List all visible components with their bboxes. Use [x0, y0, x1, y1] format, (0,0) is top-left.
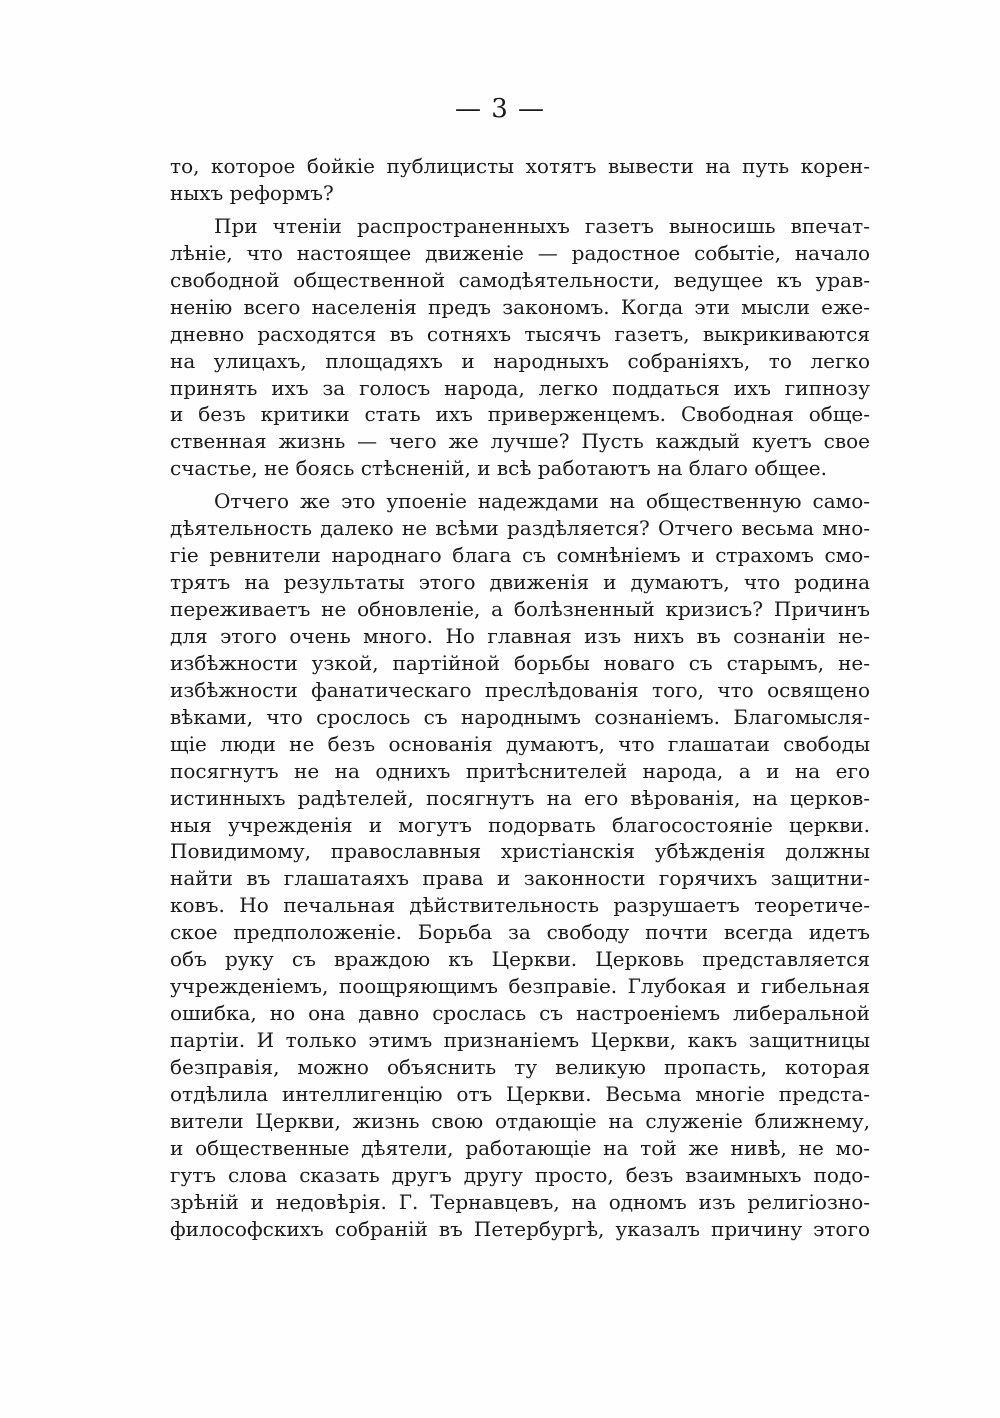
- text-line: то, которое бойкіе публицисты хотятъ вывести на путь корен-: [170, 154, 870, 178]
- text-line: на улицахъ, площадяхъ и народныхъ собраніяхъ, то легко: [170, 348, 870, 373]
- body-text: [170, 153, 870, 1243]
- text-line: вители Церкви, жизнь свою отдающіе на служеніе ближнему,: [170, 1108, 870, 1133]
- text-line: ныхъ реформъ?: [170, 180, 334, 205]
- text-line: партіи. И только этимъ признаніемъ Церкви, какъ защитницы: [170, 1028, 870, 1052]
- text-line: ковъ. Но печальная дѣйствительность разрушаетъ теоретиче-: [170, 893, 870, 918]
- text-line: свободной общественной самодѣятельности, ведущее къ урав-: [170, 267, 870, 292]
- text-line: вѣками, что срослось съ народнымъ сознаніемъ. Благомысля-: [170, 704, 870, 729]
- text-line: зрѣній и недовѣрія. Г. Тернавцевъ, на одномъ изъ религіозно-: [170, 1189, 870, 1214]
- text-line: истинныхъ радѣтелей, посягнутъ на его вѣрованія, на церков-: [170, 785, 870, 810]
- text-line: объ руку съ враждою къ Церкви. Церковь представляется: [170, 947, 870, 972]
- text-line: переживаетъ не обновленіе, а болѣзненный кризисъ? Причинъ: [170, 597, 870, 621]
- text-line: дѣятельность далеко не всѣми раздѣляется? Отчего весьма мно-: [170, 516, 870, 541]
- text-line: гіе ревнители народнаго блага съ сомнѣніемъ и страхомъ смо-: [170, 543, 870, 568]
- text-line: отдѣлила интеллигенцію отъ Церкви. Весьма многіе предста-: [170, 1081, 870, 1106]
- text-line: философскихъ собраній въ Петербургѣ, указалъ причину этого: [170, 1216, 870, 1241]
- text-line: для этого очень много. Но главная изъ нихъ въ сознаніи не-: [170, 623, 870, 648]
- text-line: избѣжности узкой, партійной борьбы новаго съ старымъ, не-: [170, 650, 870, 675]
- text-line: и безъ критики стать ихъ приверженцемъ. Свободная обще-: [170, 402, 870, 427]
- text-line: ское предположеніе. Борьба за свободу почти всегда идетъ: [170, 920, 870, 945]
- text-line: ненію всего населенія предъ закономъ. Когда эти мысли еже-: [170, 294, 870, 319]
- text-line: щіе люди не безъ основанія думаютъ, что глашатаи свободы: [170, 731, 870, 756]
- text-line: принять ихъ за голосъ народа, легко поддаться ихъ гипнозу: [170, 375, 870, 400]
- page-number: — 3 —: [454, 94, 546, 124]
- text-line: счастье, не боясь стѣсненій, и всѣ работаютъ на благо общее.: [170, 456, 827, 481]
- text-line: гутъ слова сказать другъ другу просто, безъ взаимныхъ подо-: [170, 1162, 870, 1187]
- text-line: ственная жизнь — чего же лучше? Пусть каждый куетъ свое: [170, 429, 870, 454]
- text-line: При чтеніи распространенныхъ газетъ выносишь впечат-: [214, 213, 870, 238]
- text-line: Отчего же это упоеніе надеждами на общественную само-: [214, 489, 870, 514]
- text-line: ошибка, но она давно срослась съ настроеніемъ либеральной: [170, 1001, 870, 1026]
- text-line: и общественные дѣятели, работающіе на той же нивѣ, не мо-: [170, 1135, 870, 1160]
- text-line: Повидимому, православныя христіанскія убѣжденія должны: [170, 839, 870, 864]
- text-line: дневно расходятся въ сотняхъ тысячъ газетъ, выкрикиваются: [170, 321, 870, 346]
- text-line: учрежденіемъ, поощряющимъ безправіе. Глубокая и гибельная: [170, 974, 870, 999]
- text-line: избѣжности фанатическаго преслѣдованія того, что освящено: [170, 677, 870, 702]
- text-line: посягнутъ не на однихъ притѣснителей народа, а и на его: [170, 758, 870, 783]
- text-line: ныя учрежденія и могутъ подорвать благосостояніе церкви.: [170, 812, 870, 837]
- text-line: безправія, можно объяснить ту великую пропасть, которая: [170, 1054, 870, 1079]
- text-line: трятъ на результаты этого движенія и думаютъ, что родина: [170, 570, 870, 595]
- text-line: найти въ глашатаяхъ права и законности горячихъ защитни-: [170, 866, 870, 891]
- text-line: лѣніе, что настоящее движеніе — радостное событіе, начало: [170, 240, 870, 265]
